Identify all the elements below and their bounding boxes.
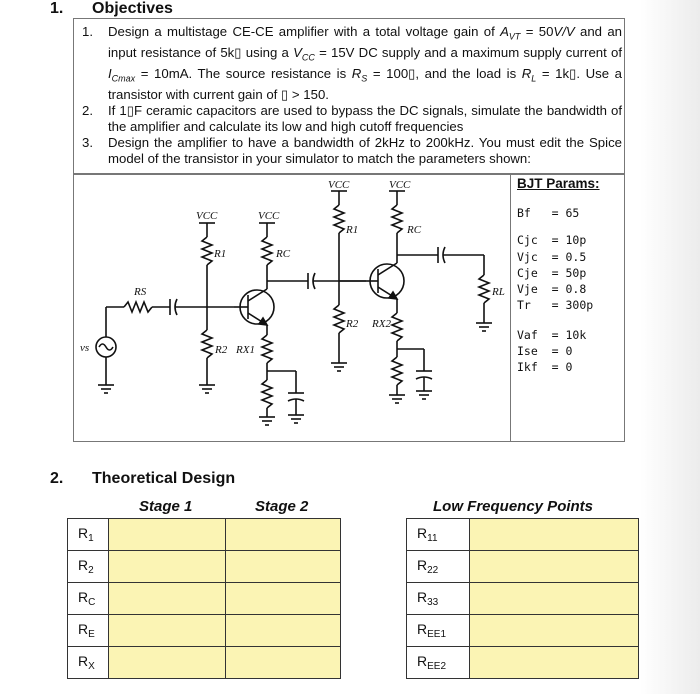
- objective-number: 1.: [82, 24, 93, 39]
- rx2-label: RX2: [372, 318, 391, 330]
- param-value: 10k: [565, 327, 587, 342]
- stage1-heading: Stage 1: [139, 498, 193, 515]
- param-name: Vjc: [517, 249, 538, 264]
- param-value: 10p: [565, 233, 587, 248]
- design-table: [67, 518, 341, 679]
- r1-label: R1: [346, 224, 359, 236]
- objective-item-3: [82, 135, 622, 167]
- row-label-r11: $R_{11}$: [407, 519, 470, 551]
- param-row-ikf: Ikf = 0: [517, 360, 573, 375]
- param-name: Vje: [517, 282, 538, 297]
- section2-title: Theoretical Design: [92, 470, 236, 487]
- r33-value-cell[interactable]: [470, 583, 639, 615]
- stage2-r1-cell[interactable]: [226, 519, 341, 551]
- low-frequency-heading: Low Frequency Points: [433, 498, 594, 515]
- objective-item-1: [82, 24, 622, 103]
- table-row: [407, 647, 639, 679]
- rc-label: RC: [407, 224, 422, 236]
- param-value: 0.8: [565, 282, 587, 297]
- param-row-vjc: Vjc = 0.5: [517, 249, 587, 264]
- param-name: Vaf: [517, 327, 538, 342]
- vcc-label: VCC: [389, 179, 411, 191]
- section1-title: Objectives: [92, 0, 173, 17]
- table-row: [68, 583, 341, 615]
- row-label-rc: $R_C$: [68, 583, 109, 615]
- table-row: [68, 647, 341, 679]
- param-name: Bf: [517, 206, 531, 220]
- param-row-cje: Cje = 50p: [517, 265, 587, 280]
- stage2-heading: Stage 2: [255, 498, 309, 515]
- ree2-value-cell[interactable]: [470, 647, 639, 679]
- param-name: Ise: [517, 344, 538, 359]
- r2-label: R2: [346, 318, 359, 330]
- param-value: 0.5: [565, 249, 587, 264]
- objective-text: If 1▯F ceramic capacitors are used to bypass the DC signals, simulate the bandwidth of the amplifier and calculate its low and high cutoff frequencies: [108, 102, 623, 134]
- objective-text: Design a multistage CE-CE amplifier with a total voltage gain of $A_{VT} = 50V/V$ and an input resistance of 5k▯ using a $V_{CC} = 15V$ DC supply and a maximum supply current of $I_{Cmax} = 10mA$. The source resistance is $R_S$ = 100▯, and the load is $R_L$ = 1k▯. Use a transistor with current gain of ▯ > 150.: [108, 24, 623, 102]
- table-row: [407, 519, 639, 551]
- row-label-ree2: $R_{EE2}$: [407, 647, 470, 679]
- vcc-label: VCC: [196, 210, 218, 222]
- param-row-ise: Ise = 0: [517, 344, 573, 359]
- row-label-ree1: $R_{EE1}$: [407, 615, 470, 647]
- params-divider: [510, 174, 511, 442]
- param-row-vaf: Vaf = 10k: [517, 327, 587, 342]
- table-row: [407, 583, 639, 615]
- table-row: [68, 519, 341, 551]
- stage2-rc-cell[interactable]: [226, 583, 341, 615]
- stage2-r2-cell[interactable]: [226, 551, 341, 583]
- r2-label: R2: [215, 344, 228, 356]
- objectives-box: [73, 18, 625, 174]
- section1-number: 1.: [50, 0, 64, 17]
- objective-number: 3.: [82, 135, 93, 151]
- stage1-r1-cell[interactable]: [109, 519, 226, 551]
- stage1-re-cell[interactable]: [109, 615, 226, 647]
- ree1-value-cell[interactable]: [470, 615, 639, 647]
- table-row: [407, 615, 639, 647]
- vcc-label: VCC: [328, 179, 350, 191]
- stage1-rx-cell[interactable]: [109, 647, 226, 679]
- vs-label: vs: [80, 342, 90, 354]
- low-frequency-table: [406, 518, 639, 679]
- bjt-params-title: BJT Params:: [517, 176, 600, 191]
- rl-label: RL: [492, 286, 505, 298]
- row-label-re: $R_E$: [68, 615, 109, 647]
- param-name: Tr: [517, 298, 531, 313]
- objective-item-2: [82, 103, 622, 135]
- objective-text: Design the amplifier to have a bandwidth of 2kHz to 200kHz. You must edit the Spice model of the transistor in your simulator to match the parameters shown:: [108, 135, 622, 167]
- row-label-r2: $R_2$: [68, 551, 109, 583]
- vcc-label: VCC: [258, 210, 280, 222]
- objectives-list: [82, 24, 622, 168]
- r22-value-cell[interactable]: [470, 551, 639, 583]
- table-row: [407, 551, 639, 583]
- stage2-rx-cell[interactable]: [226, 647, 341, 679]
- row-label-r1: $R_1$: [68, 519, 109, 551]
- param-row-cjc: Cjc = 10p: [517, 233, 587, 248]
- rc-label: RC: [276, 248, 291, 260]
- param-value: 0: [565, 360, 573, 375]
- stage2-re-cell[interactable]: [226, 615, 341, 647]
- bjt-params-panel: [517, 176, 600, 376]
- stage1-r2-cell[interactable]: [109, 551, 226, 583]
- table-row: [68, 551, 341, 583]
- param-name: Ikf: [517, 360, 538, 375]
- param-row-tr: Tr = 300p: [517, 298, 594, 313]
- row-label-r33: $R_{33}$: [407, 583, 470, 615]
- stage1-rc-cell[interactable]: [109, 583, 226, 615]
- param-value: 300p: [565, 298, 594, 313]
- r1-label: R1: [214, 248, 227, 260]
- row-label-rx: $R_X$: [68, 647, 109, 679]
- param-name: Cjc: [517, 233, 538, 248]
- rx1-label: RX1: [236, 344, 255, 356]
- row-label-r22: $R_{22}$: [407, 551, 470, 583]
- param-value: 0: [565, 344, 573, 359]
- table-row: [68, 615, 341, 647]
- ce-ce-amplifier-schematic: [74, 175, 509, 441]
- section2-number: 2.: [50, 470, 64, 487]
- param-row-bf: Bf = 65: [517, 206, 580, 220]
- rs-label: RS: [134, 286, 147, 298]
- param-name: Cje: [517, 265, 538, 280]
- page-edge-shadow: [640, 0, 700, 694]
- param-row-vje: Vje = 0.8: [517, 282, 587, 297]
- param-value: 65: [565, 206, 580, 220]
- r11-value-cell[interactable]: [470, 519, 639, 551]
- param-value: 50p: [565, 265, 587, 280]
- objective-number: 2.: [82, 102, 93, 118]
